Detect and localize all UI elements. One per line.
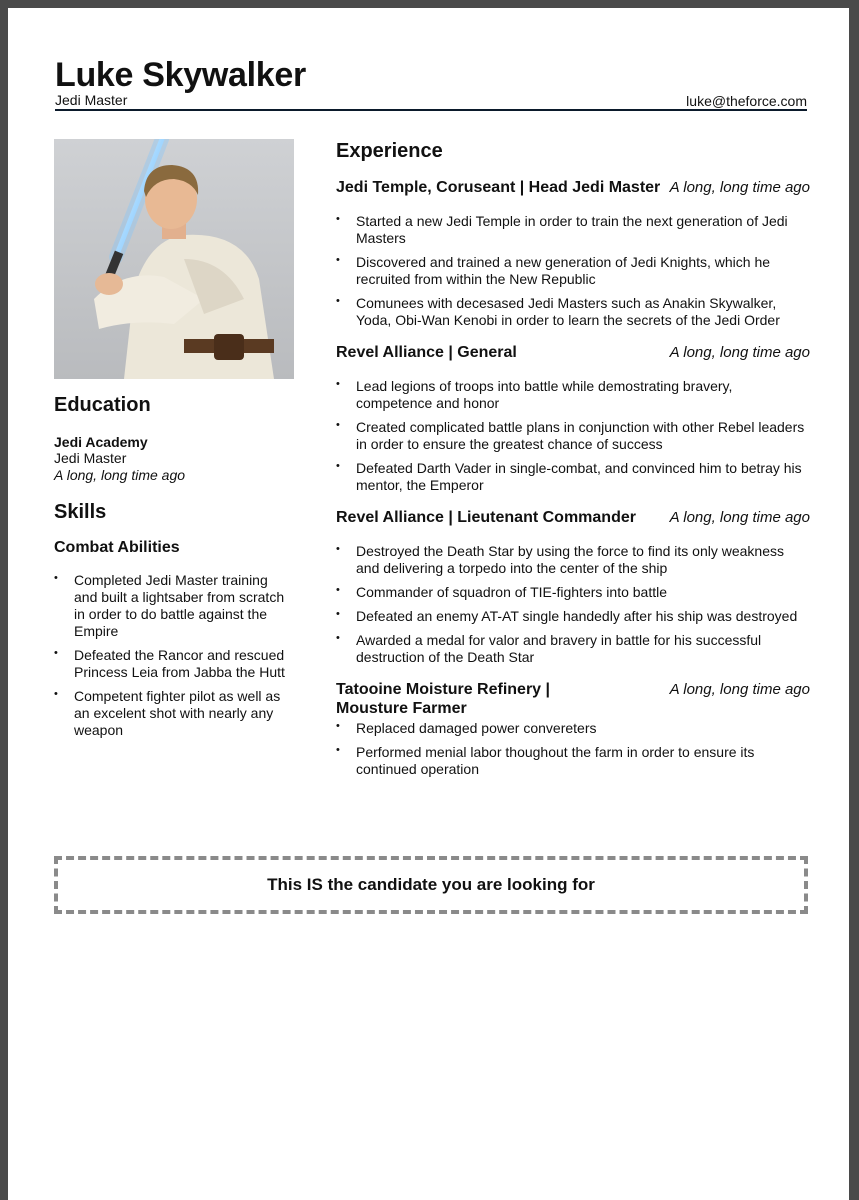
header-rule: [55, 109, 807, 111]
skills-list: [54, 572, 294, 739]
bullet-text: Replaced damaged power convereters: [356, 720, 597, 736]
education-heading: Education: [54, 394, 151, 416]
skill-text: Competent fighter pilot as well as an excelent shot with nearly any weapon: [74, 688, 281, 738]
experience-heading: Experience: [336, 140, 443, 162]
education-institution: Jedi Academy: [54, 434, 148, 450]
bullet-text: Commander of squadron of TIE-fighters into battle: [356, 584, 668, 600]
left-column: [54, 393, 294, 746]
list-item: • Comunees with decesased Jedi Masters such as Anakin Skywalker, Yoda, Obi-Wan Kenobi in order to learn the secrets of the Jedi Order: [336, 295, 780, 328]
profile-photo: [54, 139, 294, 379]
skills-heading: Skills: [54, 501, 107, 523]
list-item: • Replaced damaged power convereters: [336, 720, 597, 736]
list-item: • Awarded a medal for valor and bravery in battle for his successful destruction of the Death Star: [336, 632, 762, 665]
list-item: • Created complicated battle plans in conjunction with other Rebel leaders in order to ensure the greatest chance of success: [336, 419, 805, 452]
list-item: • Started a new Jedi Temple in order to train the next generation of Jedi Masters: [336, 213, 788, 246]
bullet-text: Defeated Darth Vader in single-combat, and convinced him to betray his mentor, the Emperor: [356, 460, 802, 493]
bullet-text: Awarded a medal for valor and bravery in battle for his successful destruction of the Death Star: [356, 632, 762, 665]
list-item: • Defeated Darth Vader in single-combat, and convinced him to betray his mentor, the Emperor: [336, 460, 802, 493]
bullet-text: Started a new Jedi Temple in order to train the next generation of Jedi Masters: [356, 213, 788, 246]
job-date: A long, long time ago: [669, 681, 810, 698]
bullet-text: Lead legions of troops into battle while demostrating bravery, competence and honor: [356, 378, 733, 411]
education-degree: Jedi Master: [54, 450, 127, 466]
list-item: • Defeated the Rancor and rescued Princess Leia from Jabba the Hutt: [54, 647, 285, 680]
skills-category: Combat Abilities: [54, 539, 180, 556]
bullet-text: Comunees with decesased Jedi Masters such as Anakin Skywalker, Yoda, Obi-Wan Kenobi in order to learn the secrets of the Jedi Order: [356, 295, 780, 328]
job-bullets: [336, 720, 810, 778]
bullet-text: Destroyed the Death Star by using the force to find its only weakness and delivering a torpedo into the center of the ship: [356, 543, 785, 576]
education-date: A long, long time ago: [54, 467, 186, 483]
job-entry: [336, 680, 810, 778]
candidate-email: luke@theforce.com: [686, 93, 807, 109]
bullet-text: Created complicated battle plans in conjunction with other Rebel leaders in order to ensure the greatest chance of success: [356, 419, 805, 452]
job-bullets: [336, 213, 810, 329]
closing-banner: [54, 856, 808, 914]
job-entry: [336, 508, 810, 666]
bullet-text: Performed menial labor thoughout the farm in order to ensure its continued operation: [356, 744, 755, 777]
right-column: [336, 139, 810, 785]
list-item: • Competent fighter pilot as well as an excelent shot with nearly any weapon: [54, 688, 281, 738]
candidate-name: Luke Skywalker: [55, 56, 306, 94]
skill-text: Completed Jedi Master training and built a lightsaber from scratch in order to do battle against the Empire: [74, 572, 285, 639]
list-item: • Destroyed the Death Star by using the force to find its only weakness and delivering a torpedo into the center of the ship: [336, 543, 785, 576]
bullet-text: Discovered and trained a new generation of Jedi Knights, which he recruited from within the New Republic: [356, 254, 771, 287]
job-entry: [336, 178, 810, 329]
banner-text: This IS the candidate you are looking for: [267, 875, 595, 894]
job-date: A long, long time ago: [669, 179, 810, 196]
list-item: • Completed Jedi Master training and built a lightsaber from scratch in order to do battle against the Empire: [54, 572, 285, 639]
list-item: • Performed menial labor thoughout the farm in order to ensure its continued operation: [336, 744, 755, 777]
resume-page: [8, 8, 849, 1200]
list-item: • Defeated an enemy AT-AT single handedly after his ship was destroyed: [336, 608, 798, 624]
skill-text: Defeated the Rancor and rescued Princess Leia from Jabba the Hutt: [74, 647, 285, 680]
list-item: • Commander of squadron of TIE-fighters into battle: [336, 584, 668, 600]
job-bullets: [336, 543, 810, 666]
job-date: A long, long time ago: [669, 509, 810, 526]
bullet-text: Defeated an enemy AT-AT single handedly after his ship was destroyed: [356, 608, 798, 624]
candidate-title: Jedi Master: [55, 92, 128, 108]
job-entry: [336, 343, 810, 494]
job-bullets: [336, 378, 810, 494]
job-title: Revel Alliance | General: [336, 344, 517, 361]
job-date: A long, long time ago: [669, 344, 810, 361]
list-item: • Lead legions of troops into battle while demostrating bravery, competence and honor: [336, 378, 733, 411]
profile-photo-illustration: [54, 139, 294, 379]
list-item: • Discovered and trained a new generation of Jedi Knights, which he recruited from within the New Republic: [336, 254, 771, 287]
job-title: Tatooine Moisture Refinery | Mousture Farmer: [336, 681, 550, 717]
job-title: Revel Alliance | Lieutenant Commander: [336, 509, 636, 526]
job-title: Jedi Temple, Coruseant | Head Jedi Master: [336, 179, 661, 196]
